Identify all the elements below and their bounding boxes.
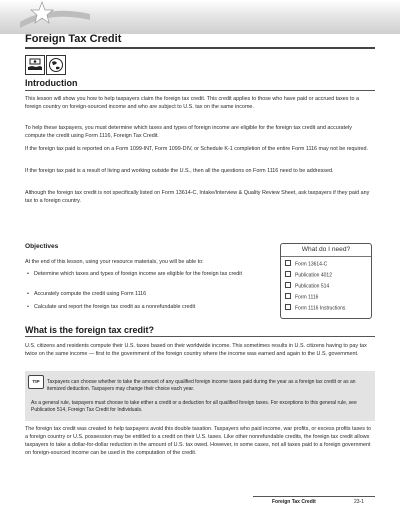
footer-divider — [253, 496, 375, 497]
need-item: Form 1116 Instructions — [285, 304, 345, 312]
what-is-paragraph-2: The foreign tax credit was created to help taxpayers avoid this double taxation. Taxpayers who paid income, war profits, or excess profits taxes to a foreign country or U.S. possession may be entitled to a credit on their U.S. taxes. Like other nonrefundable credits, the foreign tax credit allows taxpayers to take a dollar-for-dollar reduction in the amount of U.S. tax owed. However, in some cases, not all taxes paid to a foreign government on foreign-sourced income can be used in the computation of the credit. — [25, 426, 371, 456]
objective-item: • Calculate and report the foreign tax credit as a nonrefundable credit — [34, 303, 274, 311]
checkbox-icon — [285, 293, 291, 299]
intro-paragraph-1: This lesson will show you how to help taxpayers claim the foreign tax credit. This credit applies to those who have paid or accrued taxes to a foreign country on foreign-sourced income and who are subject to U.S. tax on the same income. — [25, 96, 359, 110]
what-is-paragraph-1: U.S. citizens and residents compute their U.S. taxes based on their worldwide income. This sometimes results in U.S. citizens having to pay tax twice on the same income — first to the government of the foreign country where the income was earned and again to the U.S. government. — [25, 343, 367, 357]
checkbox-icon — [285, 282, 291, 288]
checkbox-icon — [285, 304, 291, 310]
what-do-i-need-box — [280, 243, 372, 319]
objective-item: • Accurately compute the credit using Form 1116 — [34, 290, 274, 298]
page-number: 23-1 — [354, 499, 365, 505]
objectives-lead: At the end of this lesson, using your resource materials, you will be able to: — [25, 259, 204, 265]
intro-paragraph-2: To help these taxpayers, you must determine which taxes and types of foreign income are eligible for the foreign tax credit and accurately compute the credit using Form 1116, Foreign Tax Credit. — [25, 125, 352, 139]
need-item: Form 13614-C — [285, 260, 327, 268]
need-item: Publication 4012 — [285, 271, 332, 279]
objective-item: • Determine which taxes and types of foreign income are eligible for the foreign tax credit — [34, 270, 274, 278]
checkbox-icon — [285, 260, 291, 266]
what-do-i-need-title: What do I need? — [301, 246, 351, 253]
introduction-divider — [25, 90, 375, 91]
hands-money-icon — [25, 55, 45, 75]
footer-label: Foreign Tax Credit — [272, 499, 316, 505]
what-do-i-need-divider — [281, 256, 371, 257]
what-is-divider — [25, 336, 375, 337]
globe-icon — [46, 55, 66, 75]
title-divider — [25, 47, 375, 49]
star-swoosh-logo — [20, 0, 90, 34]
intro-paragraph-5: Although the foreign tax credit is not specifically listed on Form 13614-C, Intake/Interview & Quality Review Sheet, ask taxpayers if they paid any tax to a foreign country. — [25, 190, 370, 204]
intro-paragraph-4: If the foreign tax paid is a result of living and working outside the U.S., then all the questions on Form 1116 need to be addressed. — [25, 168, 334, 174]
need-item: Publication 514 — [285, 282, 329, 290]
objectives-heading: Objectives — [25, 243, 59, 250]
what-is-heading: What is the foreign tax credit? — [25, 325, 155, 335]
intro-paragraph-3: If the foreign tax paid is reported on a Form 1099-INT, Form 1099-DIV, or Schedule K-1 completion of the entire Form 1116 may not be required. — [25, 146, 368, 152]
tip-box — [25, 371, 375, 421]
page-title: Foreign Tax Credit — [25, 33, 122, 45]
need-item: Form 1116 — [285, 293, 318, 301]
tip-text-2: As a general rule, taxpayers must choose to take either a credit or a deduction for all qualified foreign taxes. For exceptions to this general rule, see Publication 514, Foreign Tax Credit for Individuals. — [31, 400, 357, 413]
introduction-heading: Introduction — [25, 78, 78, 88]
checkbox-icon — [285, 271, 291, 277]
tip-text-1: Taxpayers can choose whether to take the amount of any qualified foreign income taxes paid during the year as a foreign tax credit or as an itemized deduction. Taxpayers may change their choice each year. — [47, 379, 356, 392]
tip-icon: TIP — [28, 375, 44, 389]
